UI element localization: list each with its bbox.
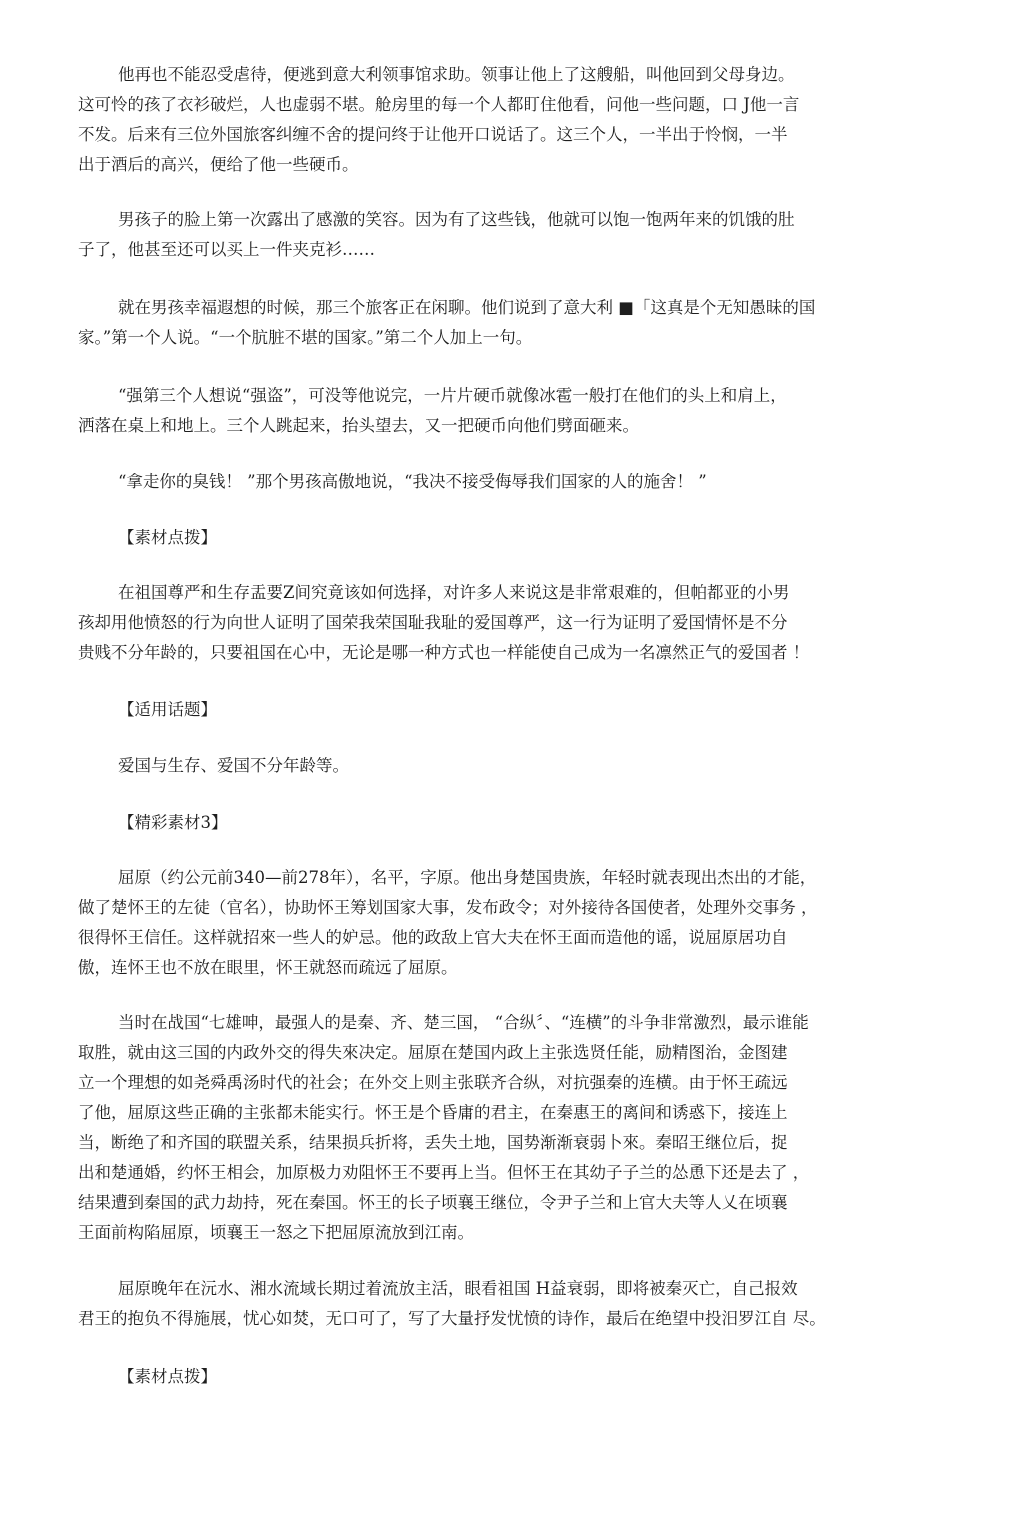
- text-line: 君王的抱负不得施展，忧心如焚，无口可了，写了大量抒发忧愤的诗作，最后在绝望中投汨罗江自 尽。: [78, 1309, 826, 1328]
- paragraph-coins: [78, 381, 938, 441]
- text-line: “拿走你的臭钱！ ”那个男孩高傲地说，“我决不接受侮辱我们国家的人的施舍！ ”: [118, 472, 707, 491]
- text-line: 男孩子的脸上第一次露出了感激的笑容。因为有了这些钱，他就可以饱一饱两年来的饥饿的肚: [118, 210, 795, 229]
- text-line: 出和楚通婚，约怀王相会，加原极力劝阻怀王不要再上当。但怀王在其幼子子兰的怂恿下还是去了 ，: [78, 1163, 810, 1182]
- text-line: 出于酒后的高兴，便给了他一些硬币。: [78, 155, 359, 174]
- paragraph-boy-speech: [78, 467, 938, 497]
- paragraph-travelers: [78, 293, 938, 353]
- text-line: 不发。后来有三位外国旅客纠缠不舍的提问终于让他开口说话了。这三个人，一半出于怜悯，一半: [78, 125, 788, 144]
- text-line: 屈原（约公元前340—前278年），名平，字原。他出身楚国贵族，年轻时就表现出杰出的才能，: [118, 868, 817, 887]
- text-line: 家。”第一个人说。“一个肮脏不堪的国家。”第二个人加上一句。: [78, 328, 533, 347]
- text-line: 贵贱不分年龄的，只要祖国在心中，无论是哪一种方式也一样能使自己成为一名凛然正气的爱国者 ！: [78, 643, 810, 662]
- text-line: 这可怜的孩了衣衫破烂，人也虚弱不堪。舱房里的每一个人都盯住他看，问他一些问题，口 J他一言: [78, 95, 800, 114]
- text-line: 很得怀王信任。这样就招來一些人的妒忌。他的政敌上官大夫在怀王面而造他的谣，说屈原居功自: [78, 928, 788, 947]
- text-line: 王面前构陷屈原，顷襄王一怒之下把屈原流放到江南。: [78, 1223, 474, 1242]
- text-line: 当时在战国“七雄呻，最强人的是秦、齐、楚三国， “合纵〞、“连横”的斗争非常激烈，最示谁能: [118, 1013, 809, 1032]
- text-line: 结果遭到秦国的武力劫持，死在秦国。怀王的长子顷襄王继位，令尹子兰和上官大夫等人乂在顷襄: [78, 1193, 788, 1212]
- section-heading-comment-2: 【素材点拨】: [118, 1367, 217, 1386]
- text-line: 就在男孩幸福遐想的时候，那三个旅客正在闲聊。他们说到了意大利 ■「这真是个无知愚昧的国: [118, 298, 816, 317]
- text-line: “强第三个人想说“强盗”，可没等他说完，一片片硬币就像冰雹一般打在他们的头上和肩上，: [118, 386, 787, 405]
- paragraph-smile: [78, 205, 938, 265]
- paragraph-warring-states: [78, 1008, 938, 1248]
- text-line: 取胜，就由这三国的内政外交的得失來决定。屈原在楚国内政上主张选贤任能，励精图治，金图建: [78, 1043, 788, 1062]
- text-line: 他再也不能忍受虐待，便逃到意大利领事馆求助。领事让他上了这艘船，叫他回到父母身边。: [118, 65, 795, 84]
- paragraph-escape: [78, 60, 938, 180]
- section-heading-material-3: 【精彩素材3】: [118, 813, 228, 832]
- paragraph-quyuan-intro: [78, 863, 938, 983]
- text-line: 傲，连怀王也不放在眼里，怀王就怒而疏远了屈原。: [78, 958, 458, 977]
- text-line: 立一个理想的如尧舜禹汤时代的社会；在外交上则主张联齐合纵，对抗强秦的连横。由于怀王疏远: [78, 1073, 788, 1092]
- text-line: 做了楚怀王的左徒（官名），协助怀王筹划国家大事，发布政令；对外接待各国使者，处理外交事务 ，: [78, 898, 818, 917]
- section-heading-comment: 【素材点拨】: [118, 528, 217, 547]
- text-line: 了他，屈原这些正确的主张都未能实行。怀王是个昏庸的君主，在秦惠王的离间和诱惑下，接连上: [78, 1103, 788, 1122]
- text-line: 在祖国尊严和生存盂要Z间究竟该如何选择，对许多人来说这是非常艰难的，但帕都亚的小男: [118, 583, 790, 602]
- paragraph-exile: [78, 1274, 938, 1334]
- text-line: 爱国与生存、爱国不分年龄等。: [118, 756, 349, 775]
- paragraph-topics: [78, 751, 938, 781]
- section-heading-topics: 【适用话题】: [118, 700, 217, 719]
- text-line: 当，断绝了和齐国的联盟关系，结果损兵折将，丢失土地，国势渐渐衰弱卜來。秦昭王继位后，捉: [78, 1133, 788, 1152]
- paragraph-comment: [78, 578, 938, 668]
- text-line: 洒落在桌上和地上。三个人跳起来，抬头望去，又一把硬币向他们劈面砸来。: [78, 416, 639, 435]
- text-line: 屈原晚年在沅水、湘水流域长期过着流放主活，眼看祖国 H益衰弱，即将被秦灭亡，自己报效: [118, 1279, 798, 1298]
- text-line: 孩却用他愤怒的行为向世人证明了国荣我荣国耻我耻的爱国尊严，这一行为证明了爱国情怀是不分: [78, 613, 788, 632]
- text-line: 子了，他甚至还可以买上一件夹克衫……: [78, 240, 375, 259]
